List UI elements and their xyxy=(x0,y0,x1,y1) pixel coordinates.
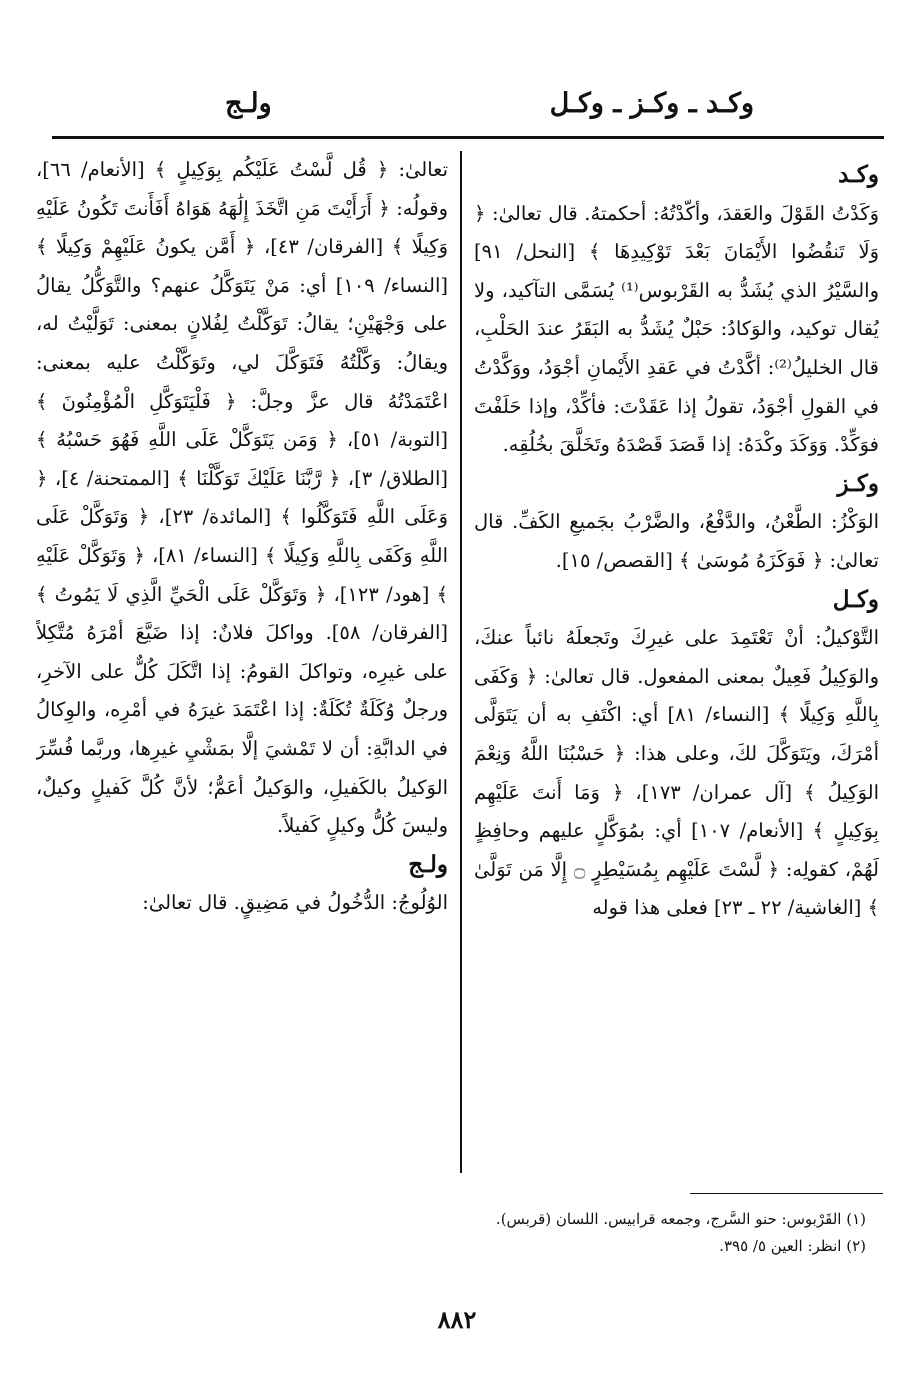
footnote-1: (١) القَرْبوس: حنو السَّرج، وجمعه قرابيس. اللسان (قربس). xyxy=(495,1210,866,1228)
entry-heading-wkz: وكـز xyxy=(837,469,879,497)
footnote-2: (٢) انظر: العين ٥/ ٣٩٥. xyxy=(719,1237,866,1255)
left-column xyxy=(36,151,448,1176)
entry-text-wkl: التَّوْكيلُ: أنْ تَعْتَمِدَ على غيرِكَ وتَجعلَهُ نائباً عنكَ، والوَكِيلُ فَعِيلٌ بمعنى المفعول. قال تعالىٰ: ﴿ وَكَفَى بِاللَّهِ وَكِيلًا ﴾ [النساء/ ٨١] أي: اكْتَفِ به أن يَتَوَلَّى أمْرَكَ، ويَتَوَكَّلَ لكَ، وعلى هذا: ﴿ حَسْبُنَا اللَّهُ وَنِعْمَ الوَكِيلُ ﴾ [آل عمران/ ١٧٣]، ﴿ وَمَا أَنتَ عَلَيْهِم بِوَكِيلٍ ﴾ [الأنعام/ ١٠٧] أي: بمُوَكَّلٍ عليهم وحافِظٍ لَهُمْ، كقولِه: ﴿ لَّسْتَ عَلَيْهِم بِمُسَيْطِرٍ ۝ إِلَّا مَن تَوَلَّىٰ ﴾ [الغاشية/ ٢٢ ـ ٢٣] فعلى هذا قوله xyxy=(474,626,879,920)
entry-heading-wkd: وكـد xyxy=(838,161,879,188)
entry-heading-wlj: ولـج xyxy=(408,850,448,878)
entry-text-wkz: الوَكْزُ: الطَّعْنُ، والدَّفْعُ، والضَّرْبُ بجَميعِ الكَفِّ. قال تعالىٰ: ﴿ فَوَكَزَهُ مُوسَىٰ ﴾ [القصص/ ١٥]. xyxy=(474,510,879,572)
footnotes xyxy=(46,1206,866,1260)
header-rule xyxy=(52,136,884,139)
column-divider xyxy=(460,151,462,1173)
entry-text-wkd: وَكَدْتُ القَوْلَ والعَقدَ، وأكّدْتُهُ: أحكمتهُ. قال تعالىٰ: ﴿ وَلَا تَنقُضُوا الأَيْمَانَ بَعْدَ تَوْكِيدِهَا ﴾ [النحل/ ٩١] والسَّيْرُ الذي يُشَدُّ به القَرْبوس⁽¹⁾ يُسَمَّى التآكيد، ولا يُقال توكيد، والوَكادُ: حَبْلٌ يُشَدُّ به البَقَرُ عندَ الحَلْبِ، قال الخليلُ⁽²⁾: أكَّدْتُ في عَقدِ الأَيْمانِ أجْوَدُ، ووَكَّدْتُ في القولِ أجْوَدُ، تقولُ إذا عَقَدْتَ: فأكِّدْ، وإذا حَلَفْتَ فوَكِّدْ. وَوَكَدَ وكْدَهُ: إذا قَصَدَ قَصْدَهُ وتَخَلَّقَ بخُلُقِه. xyxy=(474,201,879,457)
page-number: ٨٨٢ xyxy=(437,1305,477,1334)
running-head-right: وكـد ـ وكـز ـ وكـل xyxy=(549,88,754,119)
running-head-left: ولـج xyxy=(225,88,272,119)
entry-text-wkl-continued: تعالىٰ: ﴿ قُل لَّسْتُ عَلَيْكُم بِوَكِيلٍ ﴾ [الأنعام/ ٦٦]، وقولُه: ﴿ أَرَأَيْتَ مَنِ اتَّخَذَ إِلَٰهَهُ هَوَاهُ أَفَأَنتَ تَكُونُ عَلَيْهِ وَكِيلًا ﴾ [الفرقان/ ٤٣]، ﴿ أَمَّن يكونُ عَلَيْهِمْ وَكِيلًا ﴾ [النساء/ ١٠٩] أي: مَنْ يَتَوَكَّلُ عنهم؟ والتَّوَكُّلُ يقالُ على وَجْهَيْنِ؛ يقالُ: تَوَكَّلْتُ لِفُلانٍ بمعنى: تَوَلَّيْتُ له، ويقالُ: وَكَّلْتُهُ فَتَوَكَّلَ لي، وتَوَكَّلْتُ عليه بمعنى: اعْتَمَدْتُهُ قال عزَّ وجلَّ: ﴿ فَلْيَتَوَكَّلِ الْمُؤْمِنُونَ ﴾ [التوبة/ ٥١]، ﴿ وَمَن يَتَوَكَّلْ عَلَى اللَّهِ فَهُوَ حَسْبُهُ ﴾ [الطلاق/ ٣]، ﴿ رَّبَّنَا عَلَيْكَ تَوَكَّلْنَا ﴾ [الممتحنة/ ٤]، ﴿ وَعَلَى اللَّهِ فَتَوَكَّلُوا ﴾ [المائدة/ ٢٣]، ﴿ وَتَوَكَّلْ عَلَى اللَّهِ وَكَفَى بِاللَّهِ وَكِيلًا ﴾ [النساء/ ٨١]، ﴿ وَتَوَكَّلْ عَلَيْهِ ﴾ [هود/ ١٢٣]، ﴿ وَتَوَكَّلْ عَلَى الْحَيِّ الَّذِي لَا يَمُوتُ ﴾ [الفرقان/ ٥٨]. وواكلَ فلانٌ: إذا ضَيَّعَ أمْرَهُ مُتَّكِلاً على غيرِه، وتواكلَ القومُ: إذا اتَّكَلَ كُلٌّ على الآخرِ، ورجلٌ وُكَلَةٌ تُكَلَةٌ: إذا اعْتَمَدَ غيرَهُ في أمْرِه، والوِكالُ في الدابَّةِ: أن لا تَمْشيَ إلَّا بمَشْيِ غيرِها، وربَّما فُسِّرَ الوَكيلُ بالكَفيلِ، والوَكيلُ أعَمُّ؛ لأنَّ كُلَّ كَفيلٍ وكيلٌ، وليسَ كُلُّ وكيلٍ كَفيلاً. xyxy=(36,158,448,838)
entry-heading-wkl: وكـل xyxy=(832,585,879,613)
right-column xyxy=(474,156,879,1176)
footnote-rule xyxy=(690,1193,883,1194)
entry-text-wlj: الوُلُوجُ: الدُّخُولُ في مَضِيقٍ. قال تعالىٰ: xyxy=(142,891,448,915)
